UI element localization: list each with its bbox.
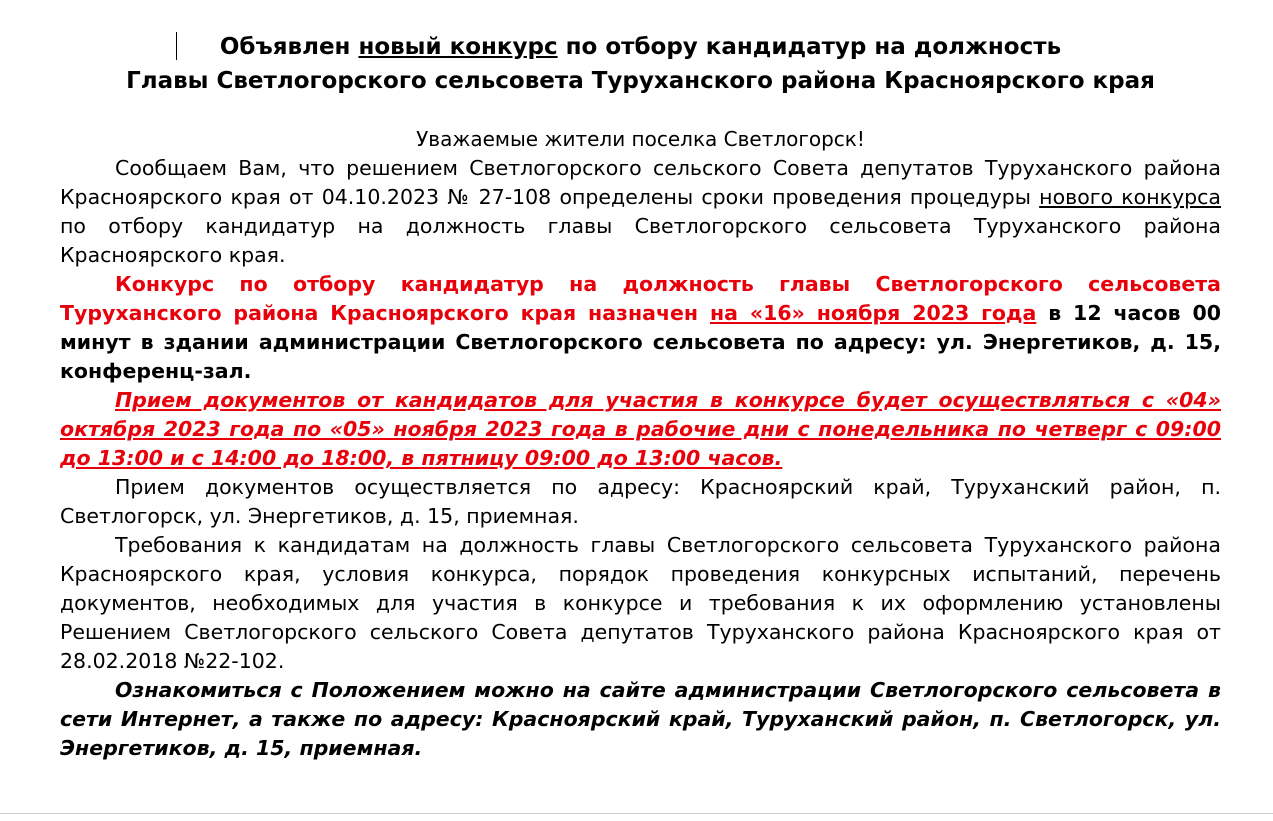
page-bottom-border: [0, 813, 1273, 814]
document-page: [60, 30, 1221, 763]
para2-time-place: в 12 часов 00 минут в здании администрации Светлогорского сельсовета по адресу: ул. Энергетиков, д. 15, конференц-зал.: [60, 301, 1221, 383]
paragraph-requirements: Требования к кандидатам на должность главы Светлогорского сельсовета Туруханского района Красноярского края, условия конкурса, порядок проведения конкурсных испытаний, перечень документов, необходимых для участия в конкурсе и требования к их оформлению установлены Решением Светлогорского сельского Совета депутатов Туруханского района Красноярского края от 28.02.2018 №22-102.: [60, 533, 1221, 673]
title-part-2: по отбору кандидатур на должность: [557, 34, 1062, 60]
paragraph-regulation-info: Ознакомиться с Положением можно на сайте администрации Светлогорского сельсовета в сети Интернет, а также по адресу: Красноярский край, Туруханский район, п. Светлогорск, ул. Энергетиков, д. 15, приемная.: [60, 678, 1221, 760]
paragraph-document-acceptance: Прием документов от кандидатов для участия в конкурсе будет осуществляться с «04» октября 2023 года по «05» ноября 2023 года в рабочие дни с понедельника по четверг с 09:00 до 13:00 и с 14:00 до 18:00, в пятницу 09:00 до 13:00 часов.: [60, 388, 1221, 470]
announcement-title: [60, 30, 1221, 98]
para1-new-contest: нового конкурса: [1039, 185, 1221, 209]
text-cursor: [176, 32, 177, 60]
title-line-2: Главы Светлогорского сельсовета Туруханского района Красноярского края: [126, 68, 1155, 94]
para1-text-a: Сообщаем Вам, что решением Светлогорского сельского Совета депутатов Туруханского района Красноярского края от 04.10.2023 № 27-108 определены сроки проведения процедуры: [60, 156, 1221, 209]
title-new-contest: новый конкурс: [358, 34, 558, 60]
greeting: Уважаемые жители поселка Светлогорск!: [416, 127, 865, 151]
paragraph-acceptance-address: Прием документов осуществляется по адресу: Красноярский край, Туруханский район, п. Светлогорск, ул. Энергетиков, д. 15, приемная.: [60, 475, 1221, 528]
title-part-1: Объявлен: [219, 34, 359, 60]
para1-text-c: по отбору кандидатур на должность главы Светлогорского сельсовета Туруханского района Красноярского края.: [60, 214, 1221, 267]
para2-date: на «16» ноября 2023 года: [709, 301, 1037, 325]
para2-red-text: Конкурс по отбору кандидатур на должность главы Светлогорского сельсовета Туруханского района Красноярского края назначен: [60, 272, 1221, 325]
title-line-1: [60, 30, 1221, 64]
paragraph-contest-date: [60, 270, 1221, 386]
paragraph-decision: [60, 154, 1221, 270]
